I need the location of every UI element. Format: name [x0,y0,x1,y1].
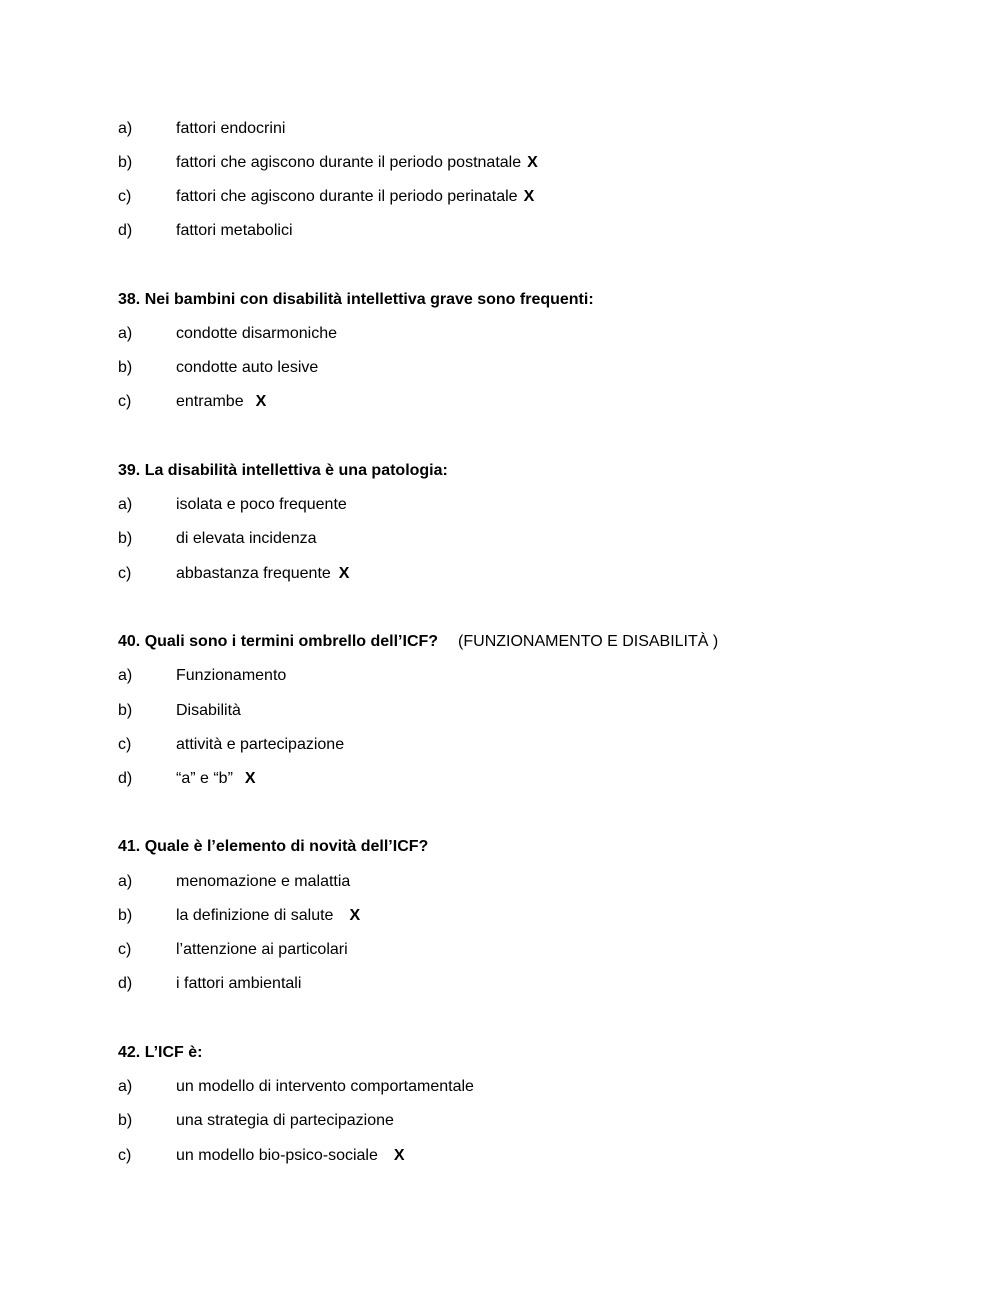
option-text: isolata e poco frequente [176,496,347,513]
option-text: un modello di intervento comportamentale [176,1078,474,1095]
option-letter: b) [118,1112,133,1129]
option-letter: a) [118,667,133,684]
option-text: di elevata incidenza [176,530,317,547]
option-letter: b) [118,702,133,719]
option-text: una strategia di partecipazione [176,1112,394,1129]
option-line [118,118,938,140]
option-text: un modello bio-psico-sociale [176,1147,378,1164]
option-letter: d) [118,975,133,992]
option-text: abbastanza frequente [176,565,331,582]
option-text: la definizione di salute [176,907,334,924]
option-line [118,186,938,208]
option-line [118,871,938,893]
option-line [118,152,938,174]
question-heading: 42. L’ICF è: [118,1044,203,1061]
option-text: fattori che agiscono durante il periodo perinatale [176,188,518,205]
option-line [118,905,938,927]
question-line [118,631,938,653]
answer-mark: X [244,770,256,787]
option-text: attività e partecipazione [176,736,345,753]
option-text: Disabilità [176,702,241,719]
option-letter: b) [118,530,133,547]
question-heading: 41. Quale è l’elemento di novità dell’ICF? [118,838,429,855]
answer-mark: X [338,565,350,582]
option-letter: c) [118,565,132,582]
question-heading: 39. La disabilità intellettiva è una patologia: [118,462,448,479]
option-line [118,528,938,550]
option-line [118,734,938,756]
option-line [118,357,938,379]
answer-mark: X [393,1147,405,1164]
option-line [118,1145,938,1167]
option-line [118,220,938,242]
option-line [118,973,938,995]
option-letter: d) [118,222,133,239]
option-letter: a) [118,873,133,890]
option-line [118,768,938,790]
answer-mark: X [523,188,535,205]
option-letter: b) [118,907,133,924]
option-line [118,1076,938,1098]
option-letter: c) [118,1147,132,1164]
question-heading: 40. Quali sono i termini ombrello dell’ICF? [118,633,439,650]
option-line [118,391,938,413]
option-line [118,494,938,516]
option-line [118,939,938,961]
option-letter: a) [118,120,133,137]
option-text: condotte auto lesive [176,359,319,376]
option-line [118,700,938,722]
option-letter: a) [118,325,133,342]
option-text: fattori metabolici [176,222,293,239]
option-letter: b) [118,154,133,171]
answer-mark: X [349,907,361,924]
answer-mark: X [255,393,267,410]
option-letter: c) [118,188,132,205]
option-line [118,1110,938,1132]
option-letter: b) [118,359,133,376]
option-text: condotte disarmoniche [176,325,337,342]
option-letter: c) [118,393,132,410]
option-text: fattori che agiscono durante il periodo postnatale [176,154,522,171]
option-letter: d) [118,770,133,787]
option-text: fattori endocrini [176,120,286,137]
option-letter: a) [118,496,133,513]
option-line [118,665,938,687]
answer-note: (FUNZIONAMENTO E DISABILITÀ ) [458,633,719,650]
option-text: l’attenzione ai particolari [176,941,348,958]
option-text: menomazione e malattia [176,873,351,890]
option-letter: a) [118,1078,133,1095]
question-heading: 38. Nei bambini con disabilità intellettiva grave sono frequenti: [118,291,594,308]
option-text: entrambe [176,393,244,410]
option-letter: c) [118,941,132,958]
option-text: i fattori ambientali [176,975,302,992]
option-text: Funzionamento [176,667,287,684]
option-line [118,563,938,585]
option-letter: c) [118,736,132,753]
option-text: “a” e “b” [176,770,233,787]
answer-mark: X [527,154,538,171]
option-line [118,323,938,345]
